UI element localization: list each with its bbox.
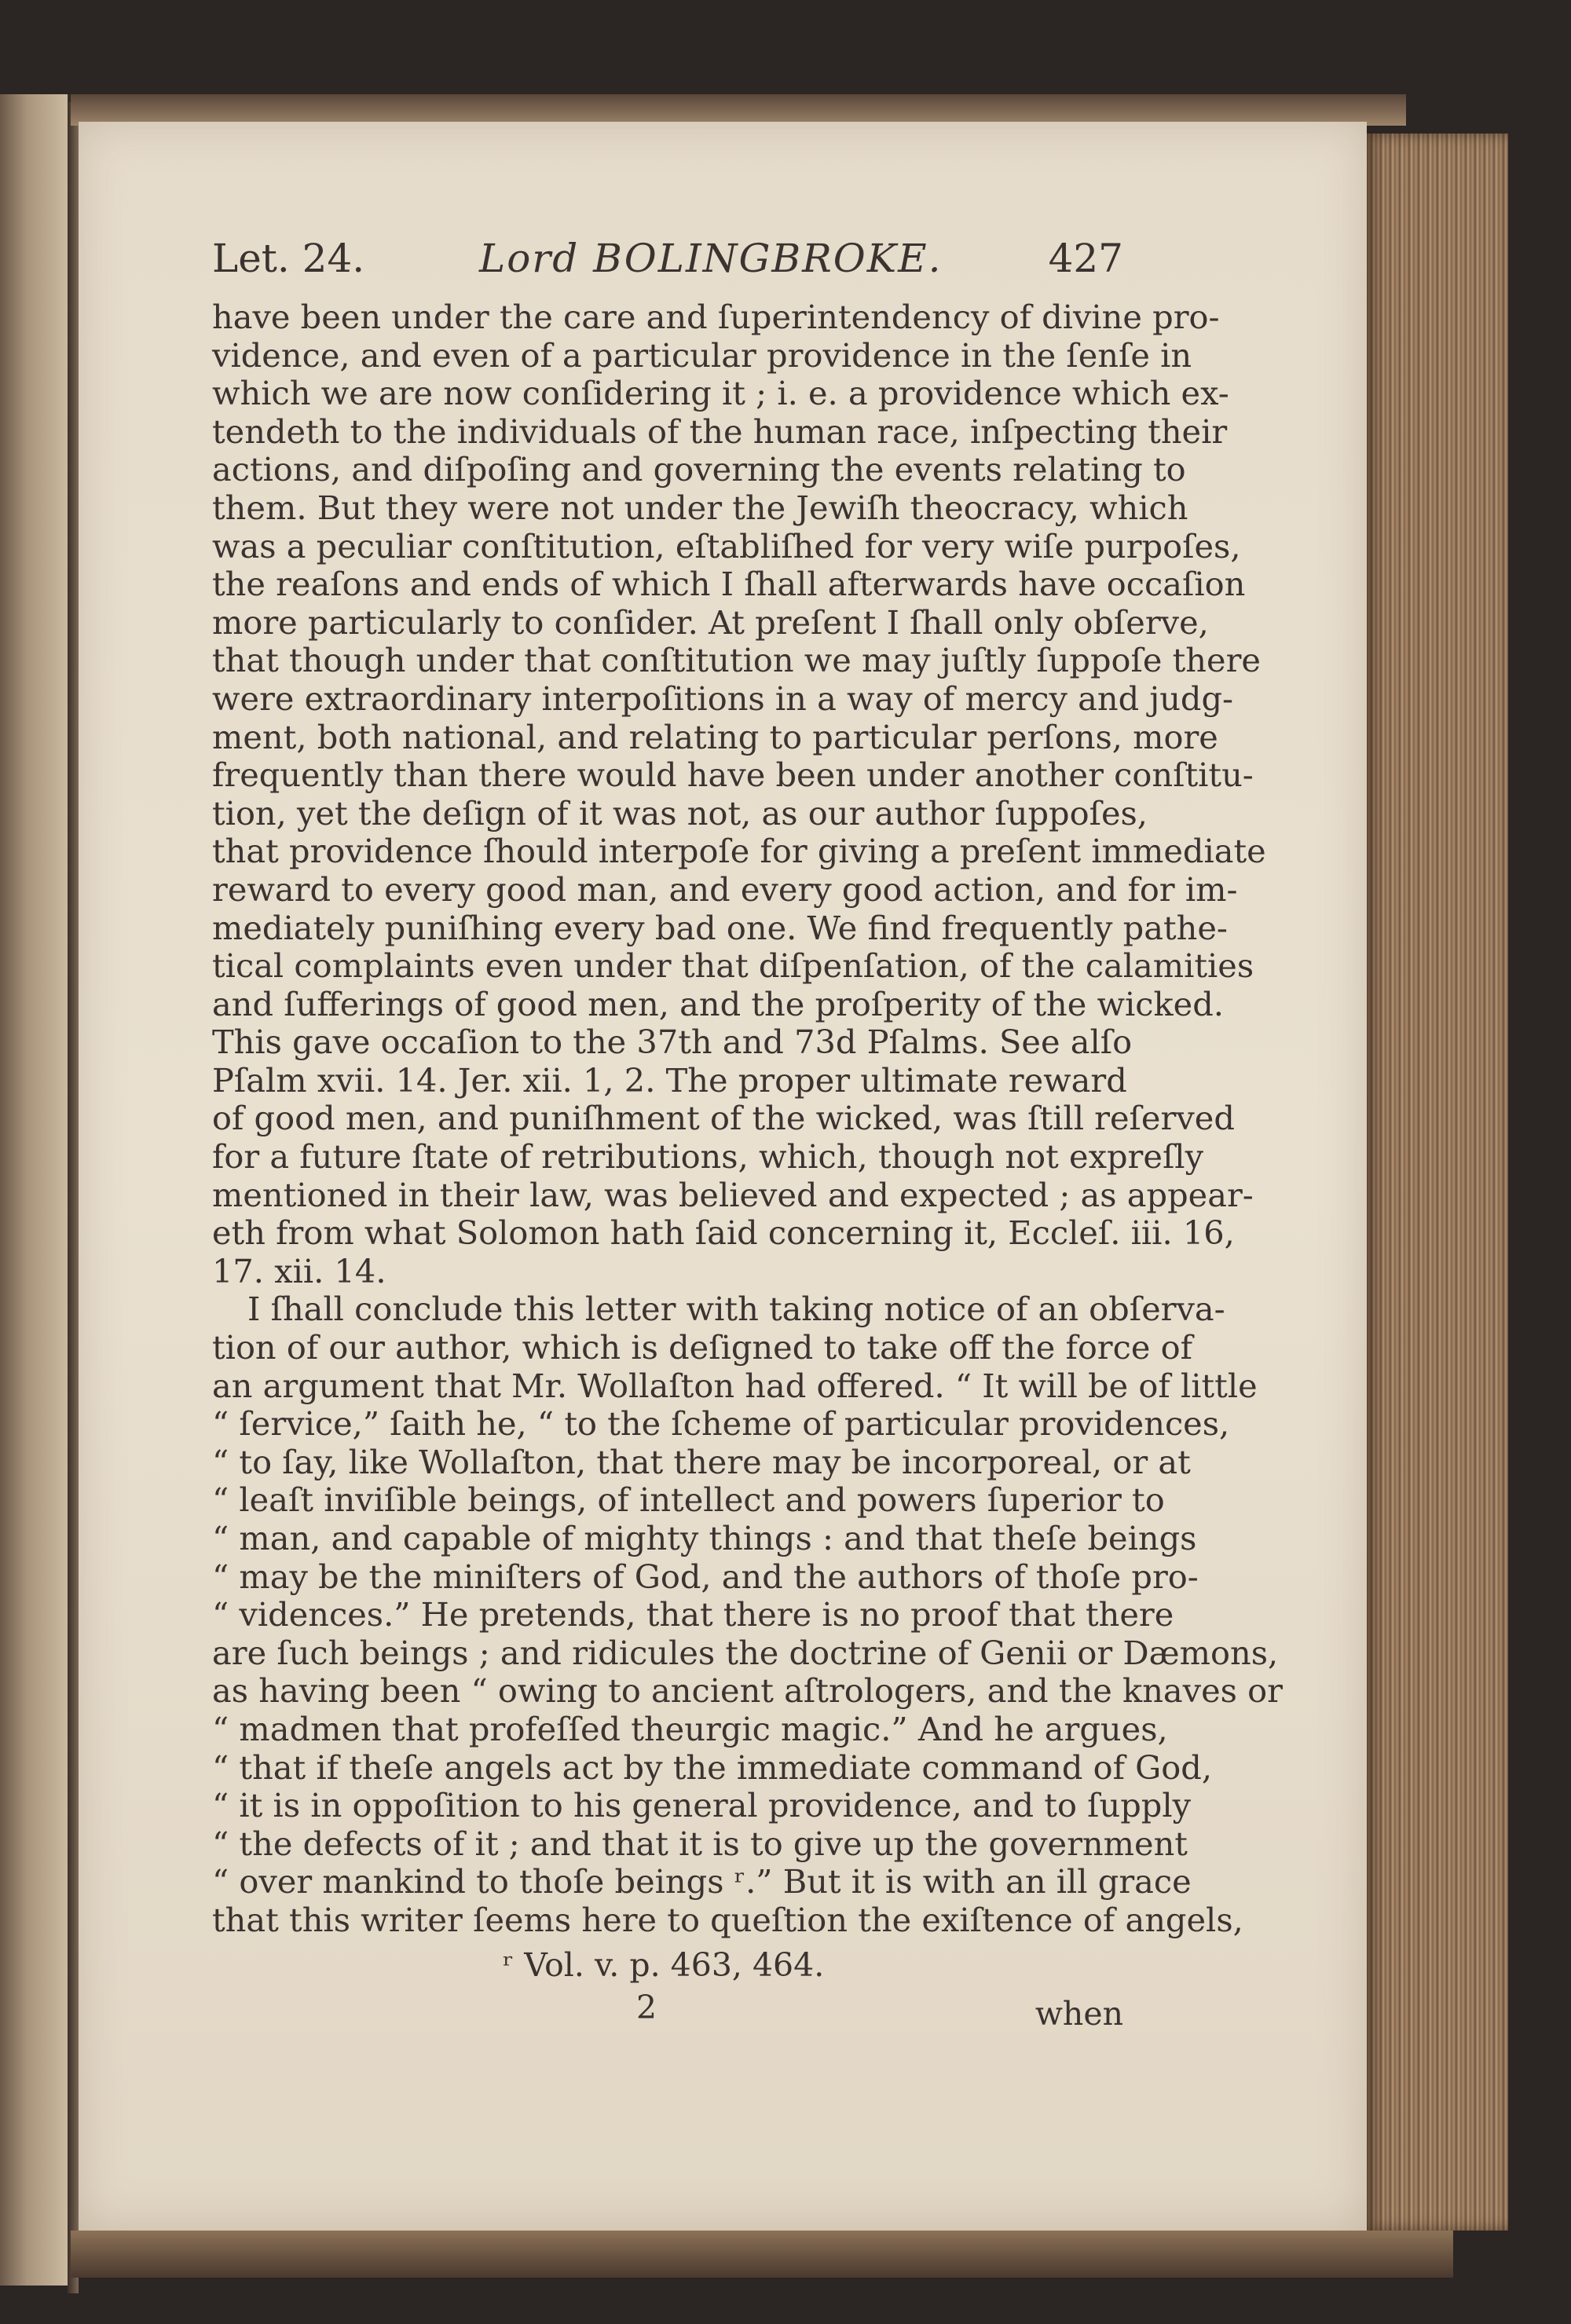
text-line: “ to ſay, like Wollaſton, that there may be incorporeal, or at <box>212 1442 1191 1481</box>
text-line: and ſufferings of good men, and the proſperity of the wicked. <box>212 984 1224 1023</box>
text-line: “ vidences.” He pretends, that there is no proof that there <box>212 1595 1174 1634</box>
text-line: the reaſons and ends of which I ſhall afterwards have occaſion <box>212 565 1246 604</box>
text-line: mediately puniſhing every bad one. We find frequently pathe- <box>212 908 1228 947</box>
book-bottom-edge <box>71 2231 1453 2278</box>
text-line: an argument that Mr. Wollaſton had offered. “ It will be of little <box>212 1366 1258 1405</box>
running-header <box>212 228 1123 298</box>
text-line: ment, both national, and relating to particular perſons, more <box>212 717 1218 756</box>
previous-page-edge <box>0 94 70 2286</box>
footnote: ʳ Vol. v. p. 463, 464. <box>503 1945 825 1984</box>
text-line: Pſalm xvii. 14. Jer. xii. 1, 2. The proper ultimate reward <box>212 1060 1127 1100</box>
text-line: vidence, and even of a particular providence in the ſenſe in <box>212 335 1192 375</box>
catchword: when <box>1035 1994 1123 2033</box>
text-line: which we are now conſidering it ; i. e. a providence which ex- <box>212 374 1229 413</box>
text-line: for a future ſtate of retributions, which, though not expreſly <box>212 1137 1204 1177</box>
text-line: that providence ſhould interpoſe for giving a preſent immediate <box>212 832 1266 871</box>
text-line: “ leaſt inviſible beings, of intellect and powers ſuperior to <box>212 1480 1165 1520</box>
text-line: “ over mankind to thoſe beings ʳ.” But it is with an ill grace <box>212 1862 1192 1901</box>
text-line: are ſuch beings ; and ridicules the doctrine of Genii or Dæmons, <box>212 1633 1279 1672</box>
text-line: frequently than there would have been under another conſtitu- <box>212 756 1254 795</box>
text-line: “ the defects of it ; and that it is to give up the government <box>212 1824 1188 1863</box>
text-line: tion of our author, which is deſigned to take off the force of <box>212 1328 1192 1367</box>
text-line: “ it is in oppoſition to his general providence, and to ſupply <box>212 1786 1192 1825</box>
text-line: reward to every good man, and every good action, and for im- <box>212 869 1238 909</box>
book-top-edge <box>71 94 1406 126</box>
page-number: 427 <box>1048 236 1123 281</box>
text-line: that though under that conſtitution we may juſtly ſuppoſe there <box>212 641 1261 680</box>
letter-number: Let. 24. <box>212 236 365 281</box>
page-stack-edges <box>1367 134 1508 2231</box>
text-line: of good men, and puniſhment of the wicked, was ſtill reſerved <box>212 1099 1235 1138</box>
text-line: was a peculiar conſtitution, eſtabliſhed for very wiſe purpoſes, <box>212 526 1241 565</box>
text-line: I ſhall conclude this letter with taking notice of an obſerva- <box>247 1290 1225 1329</box>
running-title: Lord BOLINGBROKE. <box>479 236 943 281</box>
text-line: tical complaints even under that diſpenſation, of the calamities <box>212 946 1254 986</box>
text-line: tendeth to the individuals of the human race, inſpecting their <box>212 412 1228 451</box>
text-line: 17. xii. 14. <box>212 1251 386 1290</box>
text-line: have been under the care and ſuperintendency of divine pro- <box>212 298 1220 336</box>
text-line: eth from what Solomon hath ſaid concerning it, Eccleſ. iii. 16, <box>212 1213 1235 1253</box>
book-gutter <box>68 102 79 2293</box>
page-footer <box>212 1989 1123 2036</box>
text-line: “ ſervice,” ſaith he, “ to the ſcheme of particular providences, <box>212 1404 1230 1444</box>
text-line: mentioned in their law, was believed and expected ; as appear- <box>212 1175 1254 1214</box>
text-line: were extraordinary interpoſitions in a way of mercy and judg- <box>212 679 1234 718</box>
text-line: tion, yet the deſign of it was not, as our author ſuppoſes, <box>212 793 1148 833</box>
text-line: This gave occaſion to the 37th and 73d Pſalms. See alſo <box>212 1023 1133 1062</box>
text-line: “ man, and capable of mighty things : and that theſe beings <box>212 1519 1197 1557</box>
text-line: that this writer ſeems here to queſtion the exiſtence of angels, <box>212 1900 1243 1939</box>
text-block <box>212 228 1283 2036</box>
body-text <box>212 298 1283 1940</box>
text-line: “ madmen that profeſſed theurgic magic.” And he argues, <box>212 1709 1168 1748</box>
text-line: more particularly to conſider. At preſent I ſhall only obſerve, <box>212 602 1209 642</box>
text-line: “ that if theſe angels act by the immediate command of God, <box>212 1748 1213 1787</box>
text-line: “ may be the miniſters of God, and the authors of thoſe pro- <box>212 1557 1199 1596</box>
text-line: them. But they were not under the Jewiſh theocracy, which <box>212 488 1188 527</box>
signature-mark: 2 <box>636 1988 657 2026</box>
text-line: actions, and diſpoſing and governing the events relating to <box>212 450 1186 489</box>
text-line: as having been “ owing to ancient aſtrologers, and the knaves or <box>212 1671 1283 1711</box>
